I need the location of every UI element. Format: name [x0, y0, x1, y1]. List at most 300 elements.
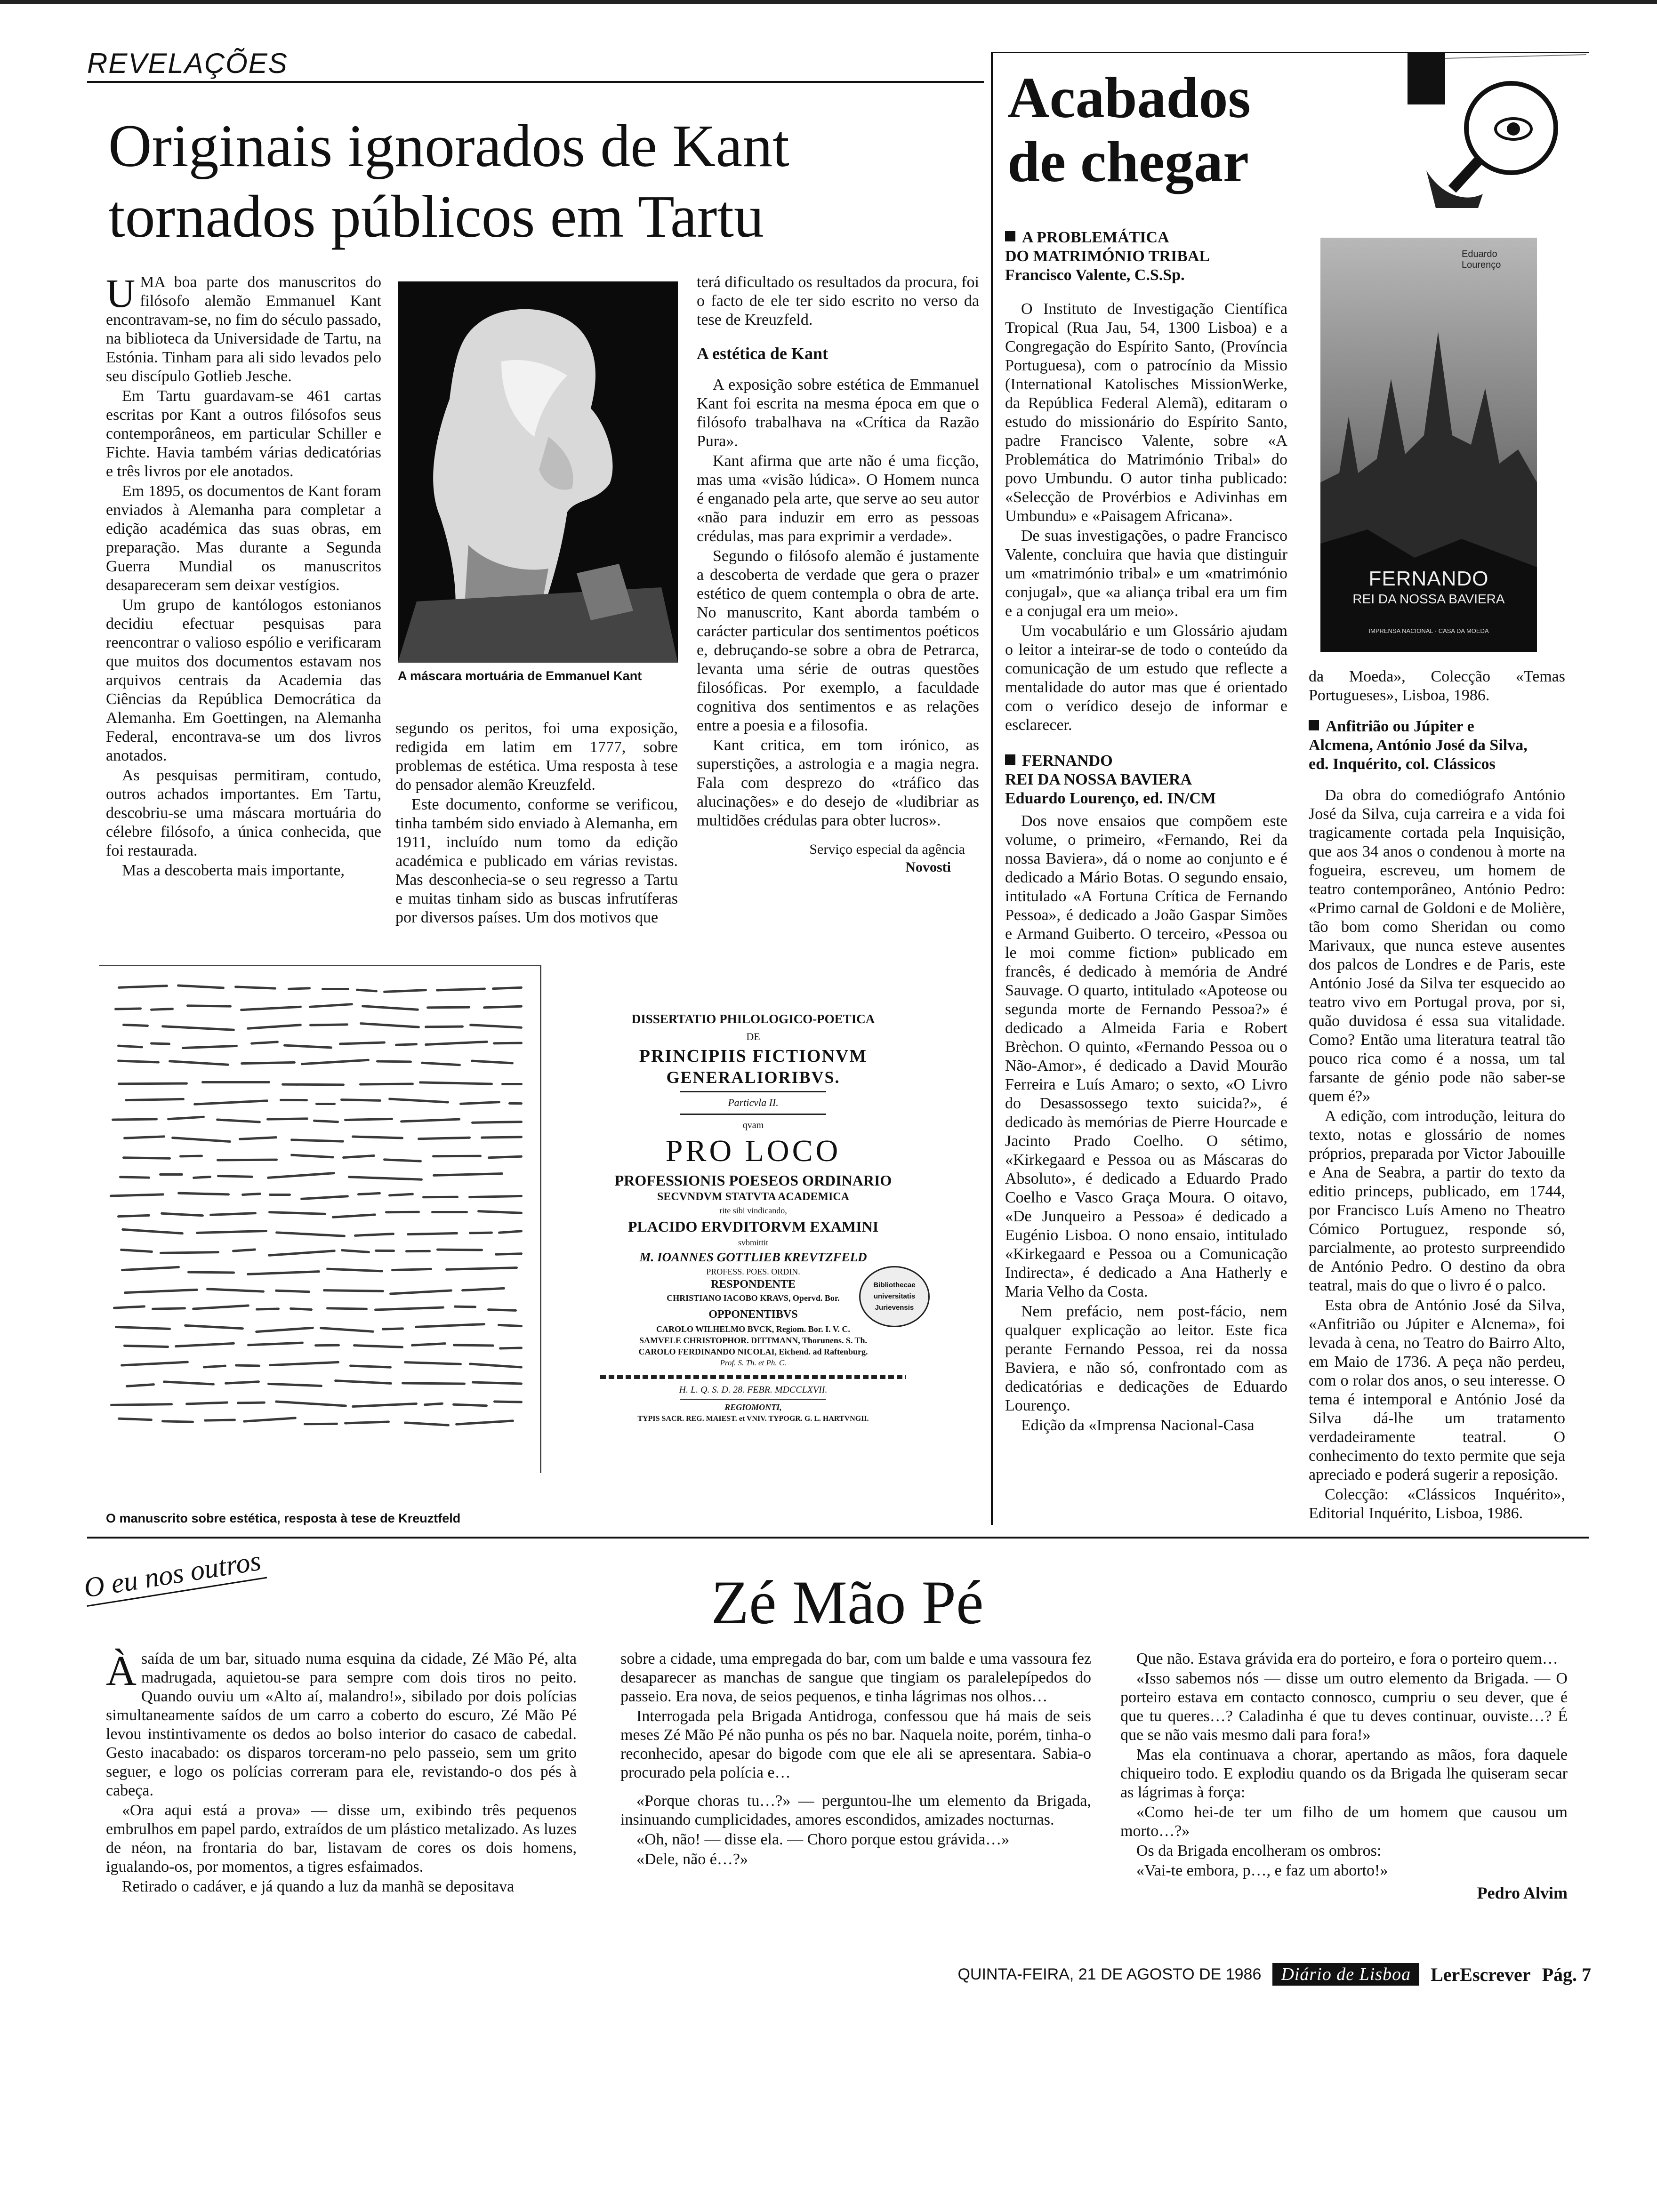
- footer-date: QUINTA-FEIRA, 21 DE AGOSTO DE 1986: [957, 1965, 1262, 1983]
- handwriting-stroke: [320, 1327, 374, 1333]
- handwriting-stroke: [113, 1305, 145, 1309]
- handwriting-stroke: [187, 1271, 235, 1274]
- kant-col2-p2: Este documento, conforme se verificou, tinha também sido enviado à Alemanha, em 1911, incluído num tomo da edição académica e publicado em várias revistas. Mas desconhecia-se o seu regresso a Tartu e muitas tinham sido as buscas infrutíferas por diversos países. Um dos motivos que: [395, 796, 678, 926]
- handwriting-stroke: [422, 1196, 459, 1198]
- handwriting-stroke: [109, 1193, 164, 1197]
- story-col2-p4: «Oh, não! — disse ela. — Choro porque estou grávida…»: [636, 1831, 1010, 1848]
- handwriting-stroke: [342, 1154, 375, 1159]
- handwriting-stroke: [120, 1249, 153, 1253]
- kant-subhead: A estética de Kant: [697, 344, 828, 363]
- handwriting-stroke: [415, 1323, 485, 1328]
- handwriting-stroke: [117, 1044, 143, 1048]
- book3-p1: Da obra do comediógrafo António José da Silva, cuja carreira e a vida foi tragicamente cortada pela Inquisição, que aos 34 anos o condenou à morte na fogueira, escreveu, um homem de teatro contemporâneo, António Pedro: «Primo carnal de Goldoni e de Molière, tão bom como Sheridan ou como Marivaux, que nunca esteve ausentes dos palcos de Londres e de Paris, este António José da Silva ter esquecido ao teatro vivo em Portugal prova, por si, quão duvidosa é essa sua vitalidade. Como? Então uma literatura teatral tão pouco rica como é a nossa, um tal farsante de génio pode não saber-se quem é?»: [1309, 786, 1565, 1105]
- handwriting-stroke: [196, 1230, 267, 1234]
- thesis-line6: M. IOANNES GOTTLIEB KREVTZFELD: [639, 1250, 867, 1264]
- handwriting-stroke: [247, 1342, 304, 1346]
- handwriting-stroke: [388, 1193, 414, 1197]
- handwriting-stroke: [362, 1005, 419, 1011]
- handwriting-stroke: [326, 1267, 383, 1272]
- thesis-line10: OPPONENTIBVS: [708, 1308, 798, 1321]
- footer-page: Pág. 7: [1542, 1964, 1591, 1985]
- book2-p1: Dos nove ensaios que compõem este volume, o primeiro, «Fernando, Rei da nossa Baviera», dá o nome ao conjunto e é dedicado a Mário Botas. O segundo ensaio, intitulado «A Fortuna Crítica de Fernando Pessoa», é dedicado a João Gaspar Simões e Armand Guiberto. O terceiro, «Pessoa ou le moi comme fiction» publicado em francês, é dedicado à memória de André Sauvage. O quarto, intitulado «Apoteose ou segunda morte de Fernando Pessoa?» é dedicado a Almeida Faria e Robert Brèchon. O quinto, «Fernando Pessoa ou o Não-Amor», é dedicado a David Mourão Ferreira e Luís Amaro; o sexto, «O Livro do Desassossego texto suicida?», é dedicado às memórias de Pierre Hourcade e Jacinto Prado Coelho. O sétimo, «Kirkegaard e Pessoa ou as Máscaras do Absoluto», é dedicado a Eduardo Prado Coelho e Vasco Graça Moura. O oitavo, «De Junqueiro a Pessoa» é dedicado a Eugénio Lisboa. O nono ensaio, intitulado «Kirkegaard e Pessoa ou a Comunicação Indirecta», é dedicado a Ana Hatherly e Maria Velho da Costa.: [1005, 812, 1287, 1300]
- thesis-line1: PROFESSIONIS POESEOS ORDINARIO: [614, 1172, 892, 1189]
- handwriting-stroke: [161, 1025, 235, 1031]
- handwriting-stroke: [352, 1403, 418, 1408]
- handwriting-stroke: [117, 1059, 160, 1063]
- handwriting-stroke: [150, 1042, 170, 1045]
- handwriting-stroke: [266, 1118, 308, 1121]
- book2-continuation: da Moeda», Colecção «Temas Portugueses», Lisboa, 1986.: [1309, 668, 1565, 704]
- story-col3: [1120, 1650, 1568, 1903]
- thesis-ornament: [600, 1375, 906, 1379]
- thesis-rule-3: [680, 1399, 826, 1400]
- handwriting-stroke: [282, 1083, 345, 1086]
- handwriting-stroke: [121, 1361, 189, 1367]
- handwriting-stroke: [314, 1344, 339, 1347]
- stamp-line1: Bibliothecae: [873, 1281, 916, 1289]
- handwriting-stroke: [323, 1289, 384, 1292]
- handwriting-stroke: [121, 1228, 184, 1235]
- story-col2-p1: sobre a cidade, uma empregada do bar, com um balde e uma vassoura fez desaparecer as manchas de sangue que tingiam os paralelepípedos do passeio. Era nova, de seios pequenos, e tinha lágrimas nos olhos…: [620, 1650, 1091, 1705]
- handwriting-stroke: [225, 1380, 260, 1385]
- handwriting-stroke: [267, 1172, 335, 1179]
- handwriting-stroke: [383, 989, 427, 993]
- handwriting-stroke: [247, 1024, 302, 1030]
- handwriting-stroke: [495, 1253, 523, 1256]
- handwriting-stroke: [269, 1361, 340, 1366]
- handwriting-stroke: [469, 1363, 523, 1369]
- thesis-particula: Particvla II.: [728, 1097, 779, 1108]
- handwriting-stroke: [234, 986, 276, 990]
- handwriting-stroke: [357, 1192, 381, 1195]
- acabados-title-line2: de chegar: [1007, 129, 1249, 194]
- handwriting-stroke: [126, 1383, 155, 1387]
- book1-p2: De suas investigações, o padre Francisco Valente, concluira que havia que distinguir um «matrimónio tribal» e um «matrimónio conjugal», que «a aliança tribal era um fim e a conjugal era um meio».: [1005, 527, 1287, 620]
- kant-headline-line1: Originais ignorados de Kant: [108, 112, 789, 179]
- handwriting-stroke: [421, 1062, 461, 1066]
- thesis-line11: CAROLO WILHELMO BVCK, Regiom. Bor. I. V. C.: [656, 1324, 850, 1334]
- footer-masthead: Diário de Lisboa: [1272, 1963, 1419, 1986]
- handwriting-stroke: [354, 1233, 394, 1237]
- handwriting-stroke: [382, 1327, 404, 1330]
- handwriting-stroke: [469, 1232, 493, 1234]
- story-col3-p3: Mas ela continuava a chorar, apertando as mãos, fora daquele chiqueiro todo. E explodiu quando os da Brigada lhe quiseram secar as lágrimas à força:: [1120, 1746, 1568, 1801]
- handwriting-stroke: [493, 1400, 523, 1403]
- story-title: Zé Mão Pé: [711, 1568, 984, 1637]
- acabados-title-line1: Acabados: [1007, 65, 1251, 130]
- kant-credit-line1: Serviço especial da agência: [809, 842, 965, 857]
- handwriting-stroke: [426, 1006, 470, 1009]
- story-col1-p3: Retirado o cadáver, e já quando a luz da manhã se depositava: [122, 1878, 515, 1895]
- handwriting-stroke: [425, 1026, 464, 1028]
- handwriting-stroke: [352, 1136, 403, 1139]
- handwriting-stroke: [179, 1155, 203, 1158]
- kant-credit: [697, 841, 979, 876]
- handwriting-stroke: [160, 1251, 219, 1254]
- book3-title-line3: ed. Inquérito, col. Clássicos: [1309, 755, 1496, 773]
- header-rule: [87, 81, 984, 83]
- handwriting-stroke: [119, 1176, 150, 1178]
- bullet-icon: [1005, 231, 1015, 241]
- cover-publisher: IMPRENSA NACIONAL · CASA DA MOEDA: [1368, 627, 1489, 634]
- handwriting-stroke: [436, 1249, 483, 1251]
- handwriting-stroke: [217, 1159, 278, 1162]
- handwriting-stroke: [419, 1081, 493, 1085]
- handwriting-stroke: [349, 1364, 392, 1368]
- stamp-line3: Jurievensis: [875, 1304, 914, 1312]
- handwriting-stroke: [124, 1288, 198, 1293]
- handwriting-stroke: [150, 1008, 174, 1011]
- handwriting-stroke: [163, 1381, 215, 1386]
- handwriting-stroke: [268, 1250, 336, 1257]
- handwriting-stroke: [424, 1403, 443, 1406]
- handwriting-stroke: [436, 987, 486, 991]
- story-signature: Pedro Alvim: [1477, 1883, 1568, 1902]
- handwriting-stroke: [117, 1214, 150, 1218]
- handwriting-stroke: [118, 1082, 188, 1085]
- handwriting-stroke: [339, 1041, 386, 1045]
- thesis-line17: TYPIS SACR. REG. MAIEST. et VNIV. TYPOGR. G. L. HARTVNGII.: [637, 1415, 869, 1423]
- handwriting-stroke: [315, 1103, 336, 1105]
- handwriting-stroke: [498, 1324, 523, 1328]
- book2-author: Eduardo Lourenço, ed. IN/CM: [1005, 790, 1216, 807]
- book2-title-line1: FERNANDO: [1022, 752, 1113, 769]
- handwriting-stroke: [374, 1306, 444, 1311]
- kant-col3-p1: A exposição sobre estética de Emmanuel Kant foi escrita na mesma época em que o filósofo trabalhava na «Crítica da Razão Pura».: [697, 376, 979, 450]
- thesis-title-page: [572, 1012, 934, 1426]
- handwriting-stroke: [240, 1005, 302, 1011]
- thesis-line9: CHRISTIANO IACOBO KRAVS, Opervd. Bor.: [667, 1293, 840, 1303]
- handwriting-stroke: [269, 1194, 291, 1196]
- death-mask-photo: [398, 281, 678, 663]
- kant-col1-p4: Um grupo de kantólogos estonianos decidiu efectuar pesquisas para reencontrar o valioso espólio e verificaram que muitos dos documentos estavam nos arquivos centrais da Academia das Ciências da República Democrática da Alemanha. Em Goettingen, na Alemanha Federal, encontrava-se um dos livros anotados.: [106, 596, 381, 764]
- kant-headline-line2: tornados públicos em Tartu: [108, 183, 764, 250]
- kant-col1-p2: Em Tartu guardavam-se 461 cartas escritas por Kant a outros filósofos seus contemporâneos, em particular Schiller e Fichte. Havia também várias dedicatórias e três livros por ele anotados.: [106, 387, 381, 480]
- handwriting-stroke: [431, 1211, 468, 1213]
- handwriting-stroke: [122, 1156, 171, 1160]
- book3-title: [1309, 717, 1565, 774]
- handwriting-stroke: [290, 1154, 334, 1158]
- handwriting-stroke: [275, 1290, 311, 1293]
- handwriting-stroke: [125, 1098, 185, 1101]
- handwriting-stroke: [239, 1136, 277, 1140]
- thesis-line12: SAMVELE CHRISTOPHOR. DITTMANN, Thorunens. S. Th.: [639, 1336, 868, 1345]
- handwriting-stroke: [267, 1383, 322, 1387]
- thesis-line14: Prof. S. Th. et Ph. C.: [720, 1358, 787, 1367]
- handwriting-stroke: [192, 1304, 250, 1310]
- thesis-title2: PRINCIPIIS FICTIONVM: [639, 1046, 868, 1066]
- handwriting-stroke: [114, 1007, 142, 1010]
- kant-headline: [108, 111, 984, 252]
- handwriting-stroke: [123, 1345, 169, 1348]
- handwriting-stroke: [353, 1344, 403, 1348]
- handwriting-stroke: [256, 1307, 280, 1310]
- book2-title: [1005, 752, 1287, 808]
- handwriting-stroke: [250, 1041, 279, 1045]
- story-col3-p5: Os da Brigada encolheram os ombros:: [1136, 1842, 1382, 1859]
- library-stamp: [859, 1266, 930, 1327]
- handwriting-stroke: [161, 1420, 194, 1424]
- handwriting-stroke: [111, 1118, 157, 1121]
- acabados-col-a: [1005, 228, 1287, 1436]
- handwriting-stroke: [332, 1213, 377, 1218]
- thesis-qvam: qvam: [742, 1120, 764, 1130]
- handwriting-stroke: [469, 1024, 523, 1029]
- handwriting-stroke: [453, 1344, 494, 1346]
- handwriting-stroke: [375, 1250, 395, 1252]
- handwriting-stroke: [123, 1135, 166, 1139]
- cover-author: Eduardo Lourenço: [1462, 249, 1501, 270]
- thesis-line5: svbmittit: [738, 1238, 768, 1247]
- cover-title2: REI DA NOSSA BAVIERA: [1352, 592, 1505, 606]
- book2-p3: Edição da «Imprensa Nacional-Casa: [1021, 1417, 1255, 1434]
- thesis-line13: CAROLO FERDINANDO NICOLAI, Eichend. ad Raftenburg.: [638, 1347, 868, 1356]
- handwriting-stroke: [455, 1419, 514, 1426]
- handwriting-stroke: [326, 1307, 368, 1310]
- handwriting-stroke: [402, 1382, 466, 1385]
- book3-p2: A edição, com introdução, leitura do texto, notas e glossário de nomes próprios, preparada por Victor Jabouille e Ana de Seabra, a partir do texto da editio princeps, publicado, em 1744, por Francisco Luís Ameno no Theatro Cómico Portuguez, responde só, parcialmente, ao protesto surpreendido de António Pedro. O destino da obra teatral, mais do que o livro é o palco.: [1309, 1107, 1565, 1294]
- acabados-title: [1007, 66, 1365, 194]
- death-mask-caption: A máscara mortuária de Emmanuel Kant: [398, 669, 642, 683]
- kant-credit-line2: Novosti: [905, 859, 951, 875]
- handwriting-stroke: [232, 1249, 256, 1252]
- kant-col2-p1: segundo os peritos, foi uma exposição, redigida em latim em 1777, sobre problemas de estética. Uma resposta à tese do pensador alemão Kreuzfeld.: [395, 720, 678, 793]
- handwriting-stroke: [388, 1098, 449, 1103]
- handwriting-stroke: [492, 986, 523, 990]
- book3-title-line1: Anfitrião ou Júpiter e: [1326, 718, 1474, 735]
- story-col3-p1: Que não. Estava grávida era do porteiro, e fora o porteiro quem…: [1136, 1650, 1558, 1667]
- handwriting-stroke: [313, 1120, 339, 1123]
- handwriting-stroke: [167, 1116, 205, 1121]
- handwriting-stroke: [340, 1098, 381, 1102]
- handwriting-stroke: [193, 1099, 268, 1106]
- section-label: REVELAÇÕES: [87, 48, 288, 79]
- magnifying-glass-icon: [1408, 53, 1586, 208]
- handwriting-stroke: [383, 1158, 422, 1162]
- handwriting-stroke: [403, 1421, 449, 1427]
- handwriting-stroke: [359, 1083, 414, 1086]
- cover-title1: FERNANDO: [1368, 567, 1489, 590]
- manuscript-caption: O manuscrito sobre estética, resposta à tese de Kreuztfeld: [106, 1511, 461, 1525]
- book1-p3: Um vocabulário e um Glossário ajudam o leitor a inteirar-se de todo o conteúdo da comunicação de um estudo que reflecte a mentalidade do autor mas que é orientado com o verídico desejo de informar e esclarecer.: [1005, 622, 1287, 734]
- handwriting-stroke: [376, 1060, 412, 1063]
- handwriting-stroke: [411, 1342, 446, 1346]
- handwriting-stroke: [283, 1044, 333, 1049]
- handwriting-stroke: [209, 1212, 257, 1216]
- handwriting-stroke: [122, 1024, 149, 1027]
- handwriting-stroke: [241, 1193, 261, 1196]
- handwriting-stroke: [217, 1175, 253, 1178]
- handwriting-stroke: [193, 1176, 212, 1179]
- handwriting-stroke: [508, 1102, 523, 1105]
- handwriting-stroke: [348, 1176, 423, 1181]
- handwriting-stroke: [389, 1289, 452, 1295]
- handwriting-stroke: [322, 988, 349, 990]
- handwriting-stroke: [203, 1365, 226, 1369]
- kant-article-col1: [106, 273, 381, 881]
- handwriting-stroke: [356, 989, 378, 993]
- handwriting-stroke: [185, 1402, 228, 1405]
- handwriting-stroke: [360, 1022, 420, 1028]
- handwriting-stroke: [186, 1005, 232, 1008]
- bullet-icon: [1005, 754, 1015, 765]
- story-col1: [106, 1650, 577, 1897]
- handwriting-stroke: [407, 1232, 458, 1235]
- kant-article-col3: [697, 273, 979, 876]
- handwriting-stroke: [493, 1042, 523, 1044]
- kant-drop-cap: U: [106, 271, 136, 316]
- handwriting-stroke: [334, 1379, 392, 1385]
- handwriting-stroke: [344, 1118, 393, 1121]
- story-kicker: O eu nos outros: [81, 1544, 267, 1607]
- manuscript-image: [99, 965, 541, 1473]
- handwriting-stroke: [255, 1326, 314, 1333]
- death-mask-image: [398, 281, 678, 663]
- book1-p1: O Instituto de Investigação Científica Tropical (Rua Jau, 54, 1300 Lisboa) e a Congregação do Espírito Santo, (Província Portuguesa), com o patrocínio da Missio (International Katolisches MissionWerke, da República Federal Alemã), editaram o estudo do missionário do Espírito Santo, padre Francisco Valente, sobre «A Problemática do Matrimónio Tribal» do povo Umbundu. O autor tinha publicado: «Selecção de Provérbios e Adivinhas em Umbundu» e «Paisagem Africana».: [1005, 300, 1287, 525]
- thesis-line8: RESPONDENTE: [710, 1278, 796, 1290]
- handwriting-stroke: [395, 1043, 418, 1046]
- handwriting-stroke: [275, 1231, 346, 1237]
- book2-title-line2: REI DA NOSSA BAVIERA: [1005, 771, 1192, 788]
- handwriting-stroke: [152, 1307, 186, 1310]
- handwriting-stroke: [501, 1083, 523, 1085]
- handwriting-stroke: [433, 1172, 503, 1177]
- kant-col1-p3: Em 1895, os documentos de Kant foram enviados à Alemanha para completar a edição académica das suas obras, em preparação. Mas durante a Segunda Guerra Mundial os manuscritos desapareceram sem deixar vestígios.: [106, 482, 381, 594]
- handwriting-stroke: [201, 1081, 270, 1083]
- handwriting-stroke: [241, 1061, 296, 1065]
- story-col2-p5: «Dele, não é…?»: [636, 1851, 748, 1868]
- kant-article-col2: [395, 719, 678, 928]
- handwriting-stroke: [498, 1230, 523, 1234]
- handwriting-stroke: [171, 1137, 231, 1143]
- thesis-line3: rite sibi vindicando,: [719, 1206, 787, 1215]
- handwriting-stroke: [499, 1347, 523, 1350]
- handwriting-stroke: [341, 1249, 370, 1253]
- thesis-title3: GENERALIORIBVS.: [666, 1068, 840, 1087]
- book3-title-line2: Alcmena, António José da Silva,: [1309, 737, 1528, 754]
- handwriting-stroke: [204, 1419, 236, 1422]
- bullet-icon: [1309, 720, 1319, 730]
- handwriting-stroke: [288, 987, 311, 990]
- thesis-line2: SECVNDVM STATVTA ACADEMICA: [657, 1191, 850, 1203]
- handwriting-stroke: [432, 1154, 482, 1157]
- story-col1-p1: saída de um bar, situado numa esquina da cidade, Zé Mão Pé, alta madrugada, aquietou-se para sempre com dois tiros no peito. Quando ouviu um «Alto aí, malandro!», sibilado por dois polícias simultaneamente saídos de um carro a coberto do escuro, Zé Mão Pé levou instintivamente os dedos ao bolso interior do casaco de cabedal. Gesto inacabado: os disparos torceram-no pelo passeio, sem um grito seguer, e logo os polícias correram para ele, revistando-o dos pés à cabeça.: [106, 1650, 577, 1799]
- kant-col3-p4: Kant critica, em tom irónico, as superstições, a astrologia e a magia negra. Fala com desprezo do «tráfico das alucinações» e do desejo de «ludibriar as multidões crédulas para obter lucros».: [697, 737, 979, 829]
- handwriting-stroke: [385, 1211, 420, 1214]
- thesis-line7: PROFESS. POES. ORDIN.: [706, 1267, 800, 1276]
- story-col3-p6: «Vai-te embora, p…, e faz um aborto!»: [1136, 1862, 1388, 1879]
- kant-col1-p1: MA boa parte dos manuscritos do filósofo alemão Emmanuel Kant encontravam-se, no fim do século passado, na biblioteca da Universidade de Tartu, na Estónia. Tinham para ali sido levados pelo seu discípulo Gotlieb Jesche.: [106, 273, 381, 385]
- handwriting-stroke: [301, 1058, 370, 1065]
- handwriting-stroke: [161, 1212, 204, 1217]
- handwriting-stroke: [243, 1417, 297, 1423]
- handwriting-stroke: [309, 1003, 353, 1008]
- story-col2-p3: «Porque choras tu…?» — perguntou-lhe um elemento da Brigada, insinuando cumplicidades, amores escondidos, amizades nocturnas.: [620, 1792, 1091, 1828]
- handwriting-stroke: [268, 1211, 326, 1215]
- book3-p4: Colecção: «Clássicos Inquérito», Editorial Inquérito, Lisboa, 1986.: [1309, 1486, 1565, 1522]
- handwriting-stroke: [280, 1099, 308, 1101]
- handwriting-stroke: [461, 1287, 505, 1292]
- handwriting-stroke: [175, 1342, 235, 1347]
- story-col2: [620, 1650, 1091, 1870]
- handwriting-stroke: [468, 1195, 523, 1198]
- handwriting-stroke: [182, 1044, 238, 1049]
- thesis-line16: REGIOMONTI,: [724, 1403, 782, 1412]
- handwriting-stroke: [452, 1403, 488, 1407]
- thesis-title1: DISSERTATIO PHILOLOGICO-POETICA: [631, 1012, 875, 1026]
- handwriting-stroke: [216, 1118, 261, 1123]
- handwriting-stroke: [471, 1121, 523, 1124]
- handwriting-stroke: [445, 1266, 518, 1271]
- book-cover-image: [1320, 238, 1537, 652]
- handwriting-stroke: [400, 1118, 460, 1122]
- handwriting-stroke: [118, 985, 168, 989]
- handwriting-stroke: [404, 1361, 462, 1365]
- book1-title-line2: DO MATRIMÓNIO TRIBAL: [1005, 248, 1210, 265]
- handwriting-stroke: [344, 1421, 390, 1425]
- handwriting-stroke: [405, 1250, 431, 1252]
- handwriting-stroke: [472, 1381, 523, 1385]
- handwriting-stroke: [300, 1195, 349, 1200]
- handwriting-stroke: [425, 1041, 488, 1046]
- story-col3-p2: «Isso sabemos nós — disse um outro elemento da Brigada. — O porteiro estava em contacto connosco, cumpriu o seu dever, que é que tu queres…? Caladinha é que tu deves continuar, ouviste…? É que se não vais mesmo dali para fora!»: [1120, 1670, 1568, 1744]
- kant-col3-p2: Kant afirma que arte não é uma ficção, mas uma «visão lúdica». O Homem nunca é enganado pela arte, que serve ao seu autor «não para induzir em erro as pessoas crédulas, mas para exprimir a verdade».: [697, 452, 979, 545]
- handwriting-stroke: [483, 1005, 523, 1009]
- story-col3-p4: «Como hei-de ter um filho de um homem que causou um morto…?»: [1120, 1803, 1568, 1840]
- book1-author: Francisco Valente, C.S.Sp.: [1005, 266, 1185, 284]
- story-drop-cap: À: [106, 1648, 137, 1694]
- stamp-line2: universitatis: [873, 1292, 916, 1300]
- handwriting-stroke: [290, 1138, 344, 1142]
- book2-p2: Nem prefácio, nem post-fácio, nem qualquer explicação ao leitor. Este fica perante Fernando Pessoa, rei da nossa Baviera, e não só, confrontado com as dedicatórias e dedicações de Eduardo Lourenço.: [1005, 1303, 1287, 1414]
- handwriting-stroke: [391, 1268, 432, 1271]
- handwriting-stroke: [481, 1136, 523, 1139]
- handwriting-lines: [99, 966, 541, 1473]
- handwriting-stroke: [237, 1401, 265, 1404]
- handwriting-stroke: [235, 1364, 260, 1367]
- footer-section: LerEscrever: [1431, 1964, 1531, 1985]
- kant-col1-p5: As pesquisas permitiram, contudo, outros achados importantes. Em Tartu, descobriu-se uma máscara mortuária do célebre filósofo, a única conhecida, que foi restaurada.: [106, 767, 381, 859]
- handwriting-stroke: [169, 1060, 229, 1066]
- book3-p3: Esta obra de António José da Silva, «Anfitrião ou Júpiter e Alcnema», foi levada à cena, no Teatro do Bairro Alto, em Maio de 1736. A peça não perdeu, com o rolar dos anos, o seu interesse. O tema é intemporal e António José da Silva dá-lhe um tratamento verdadeiramente teatral. O conhecimento do texto permite que seja apreciado e poderá sugerir a reposição.: [1309, 1297, 1565, 1483]
- handwriting-stroke: [247, 1270, 320, 1275]
- page-top-edge: [0, 0, 1657, 4]
- handwriting-stroke: [487, 1308, 517, 1312]
- handwriting-stroke: [121, 1266, 180, 1271]
- handwriting-stroke: [184, 1324, 244, 1330]
- thesis-rule-2: [680, 1114, 826, 1115]
- handwriting-stroke: [418, 1137, 471, 1140]
- handwriting-stroke: [177, 984, 225, 989]
- handwriting-stroke: [110, 1403, 173, 1406]
- story-col1-p2: «Ora aqui está a prova» — disse um, exibindo três pequenos embrulhos em papel pardo, extraídos de um plástico metalizado. As luzes de néon, na frontaria do bar, listavam de cores os dois homens, igualando-os, por momentos, a tigres esfaimados.: [106, 1802, 577, 1875]
- kant-col3-p3: Segundo o filósofo alemão é justamente a descoberta de verdade que gera o prazer estético de quem contempla o obra de arte. No manuscrito, Kant aborda também o carácter particular dos sentimentos poéticos e, debruçando-se sobre a obra de Petrarca, levanta uma série de outras questões filosóficas. Por exemplo, a faculdade cognitiva dos sentimentos e as relações entre a poesia e a filosofia.: [697, 547, 979, 734]
- handwriting-stroke: [290, 1307, 313, 1311]
- handwriting-stroke: [488, 1155, 523, 1159]
- thesis-de: DE: [746, 1031, 760, 1042]
- acabados-col-b: [1309, 667, 1565, 1524]
- thesis-pro-loco: PRO LOCO: [665, 1134, 841, 1168]
- handwriting-stroke: [459, 1101, 501, 1105]
- handwriting-stroke: [275, 1401, 347, 1407]
- kant-col3-top: terá dificultado os resultados da procura, foi o facto de ele ter sido escrito no verso da tese de Kreuzfeld.: [697, 273, 979, 329]
- book1-title-line1: A PROBLEMÁTICA: [1022, 229, 1169, 246]
- thesis-line15: H. L. Q. S. D. 28. FEBR. MDCCLXVII.: [679, 1385, 828, 1395]
- page-footer: [871, 1960, 1591, 1988]
- handwriting-stroke: [117, 1418, 152, 1421]
- handwriting-stroke: [309, 1024, 348, 1026]
- book1-title: [1005, 228, 1287, 285]
